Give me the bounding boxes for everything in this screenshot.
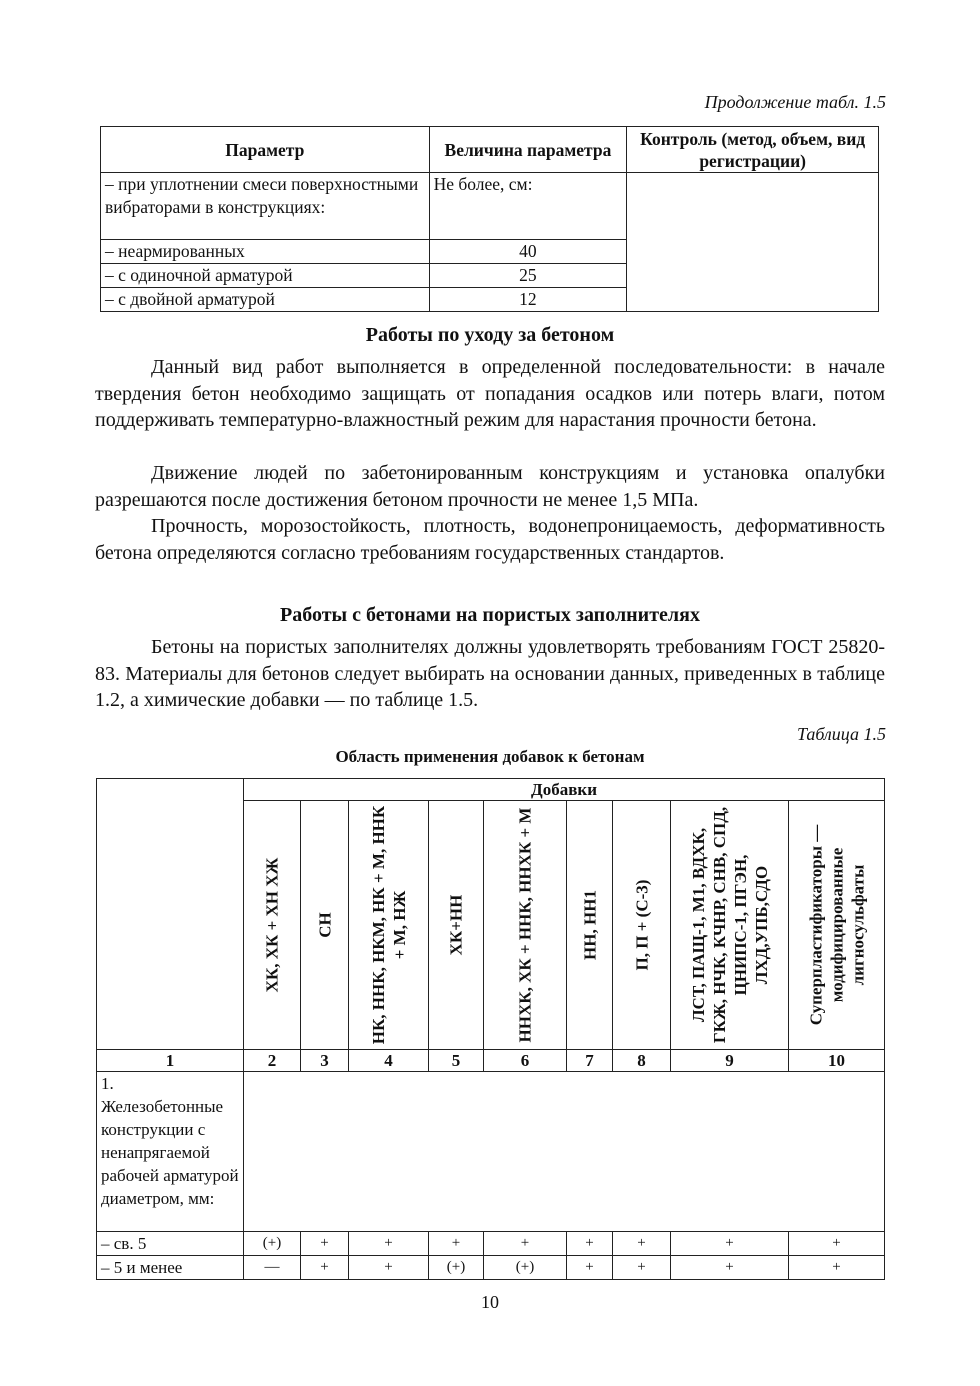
paragraph: Прочность, морозостойкость, плотность, водонепроницаемость, деформативность бетона определяются согласно требованиям государственных стандартов. <box>95 515 885 564</box>
additive-header: ХК, ХК + ХН ХЖ <box>262 857 282 993</box>
table1-cell-control <box>627 173 879 312</box>
page-number: 10 <box>481 1292 499 1312</box>
value-cell: (+) <box>429 1256 484 1280</box>
row-label: – св. 5 <box>97 1232 244 1256</box>
row-label: – 5 и менее <box>97 1256 244 1280</box>
column-number: 5 <box>429 1050 484 1072</box>
paragraph: Бетоны на пористых заполнителях должны удовлетворять требованиям ГОСТ 25820-83. Материалы для бетонов следует выбирать на основании данных, приведенных в таблице 1.2, а химические добавки — по таблице 1.5. <box>95 636 885 711</box>
additive-header: ЛСТ, ПАЩ-1, М1, ВДХК, ГКЖ, НЧК, КЧНР, СНВ, СПД, ЦНИПС-1, ПГЭН, ЛХД,УПБ,СДО <box>688 806 771 1044</box>
table1-cell-param: – неармированных <box>101 240 430 264</box>
category-empty-cell <box>244 1072 885 1232</box>
section-title-porous-aggregates: Работы с бетонами на пористых заполнителях <box>280 604 700 626</box>
additives-group-header: Добавки <box>244 779 885 801</box>
additive-header: СН <box>315 912 334 938</box>
value-cell: + <box>789 1256 885 1280</box>
value-cell: + <box>301 1232 349 1256</box>
table-label: Таблица 1.5 <box>796 724 886 744</box>
value-cell: — <box>244 1256 301 1280</box>
column-number: 10 <box>789 1050 885 1072</box>
value-cell: + <box>484 1232 567 1256</box>
value-cell: + <box>613 1256 671 1280</box>
value-cell: + <box>301 1256 349 1280</box>
value-cell: + <box>349 1256 429 1280</box>
paragraph: Данный вид работ выполняется в определенной последовательности: в начале твердения бетон необходимо защищать от попадания осадков или потерь влаги, потом поддерживать температурно-влажностный режим для нарастания прочности бетона. <box>95 356 885 431</box>
value-cell: + <box>349 1232 429 1256</box>
value-cell: (+) <box>484 1256 567 1280</box>
column-number: 2 <box>244 1050 301 1072</box>
section-title-concrete-care: Работы по уходу за бетоном <box>365 324 615 346</box>
additive-header: НН, НН1 <box>580 890 599 960</box>
additives-table <box>96 778 885 1280</box>
category-cell: 1. Железобетонные конструкции с ненапрягаемой рабочей арматурой диаметром, мм: <box>97 1072 244 1232</box>
table-title: Область применения добавок к бетонам <box>335 747 645 766</box>
table1-header-value: Величина параметра <box>429 127 627 173</box>
column-number: 3 <box>301 1050 349 1072</box>
column-number: 4 <box>349 1050 429 1072</box>
value-cell: + <box>613 1232 671 1256</box>
additive-header: ННХК, ХК + ННК, ННХК + М <box>515 807 535 1043</box>
additive-header: Суперпластификаторы — модифицированные лигносульфаты <box>806 824 868 1026</box>
column-number: 6 <box>484 1050 567 1072</box>
value-cell: + <box>671 1256 789 1280</box>
value-cell: + <box>789 1232 885 1256</box>
column-number: 1 <box>97 1050 244 1072</box>
value-cell: (+) <box>244 1232 301 1256</box>
value-cell: + <box>567 1232 613 1256</box>
table1-header-param: Параметр <box>101 127 430 173</box>
value-cell: + <box>567 1256 613 1280</box>
additive-header: ХК+НН <box>446 894 466 956</box>
paragraph: Движение людей по забетонированным конструкциям и установка опалубки разрешаются после достижения бетоном прочности не менее 1,5 МПа. <box>95 462 885 511</box>
table1-cell-value: 12 <box>429 288 627 312</box>
column-number: 7 <box>567 1050 613 1072</box>
table1-cell-value: Не более, см: <box>429 173 627 240</box>
table1-header-control: Контроль (метод, объем, вид регистрации) <box>627 127 879 173</box>
additive-header: П, П + (С-3) <box>632 879 651 971</box>
table1-cell-param: – при уплотнении смеси поверхностными вибраторами в конструкциях: <box>101 173 430 240</box>
table2-corner-cell <box>97 779 244 1050</box>
value-cell: + <box>671 1232 789 1256</box>
column-number: 8 <box>613 1050 671 1072</box>
table1-cell-value: 25 <box>429 264 627 288</box>
value-cell: + <box>429 1232 484 1256</box>
table1-cell-value: 40 <box>429 240 627 264</box>
parameters-table <box>100 126 879 312</box>
table1-cell-param: – с двойной арматурой <box>101 288 430 312</box>
column-number: 9 <box>671 1050 789 1072</box>
continuation-label: Продолжение табл. 1.5 <box>704 92 886 112</box>
additive-header: НК, ННК, НКМ, НК + М, ННК + М, НЖ <box>368 805 409 1045</box>
table1-cell-param: – с одиночной арматурой <box>101 264 430 288</box>
